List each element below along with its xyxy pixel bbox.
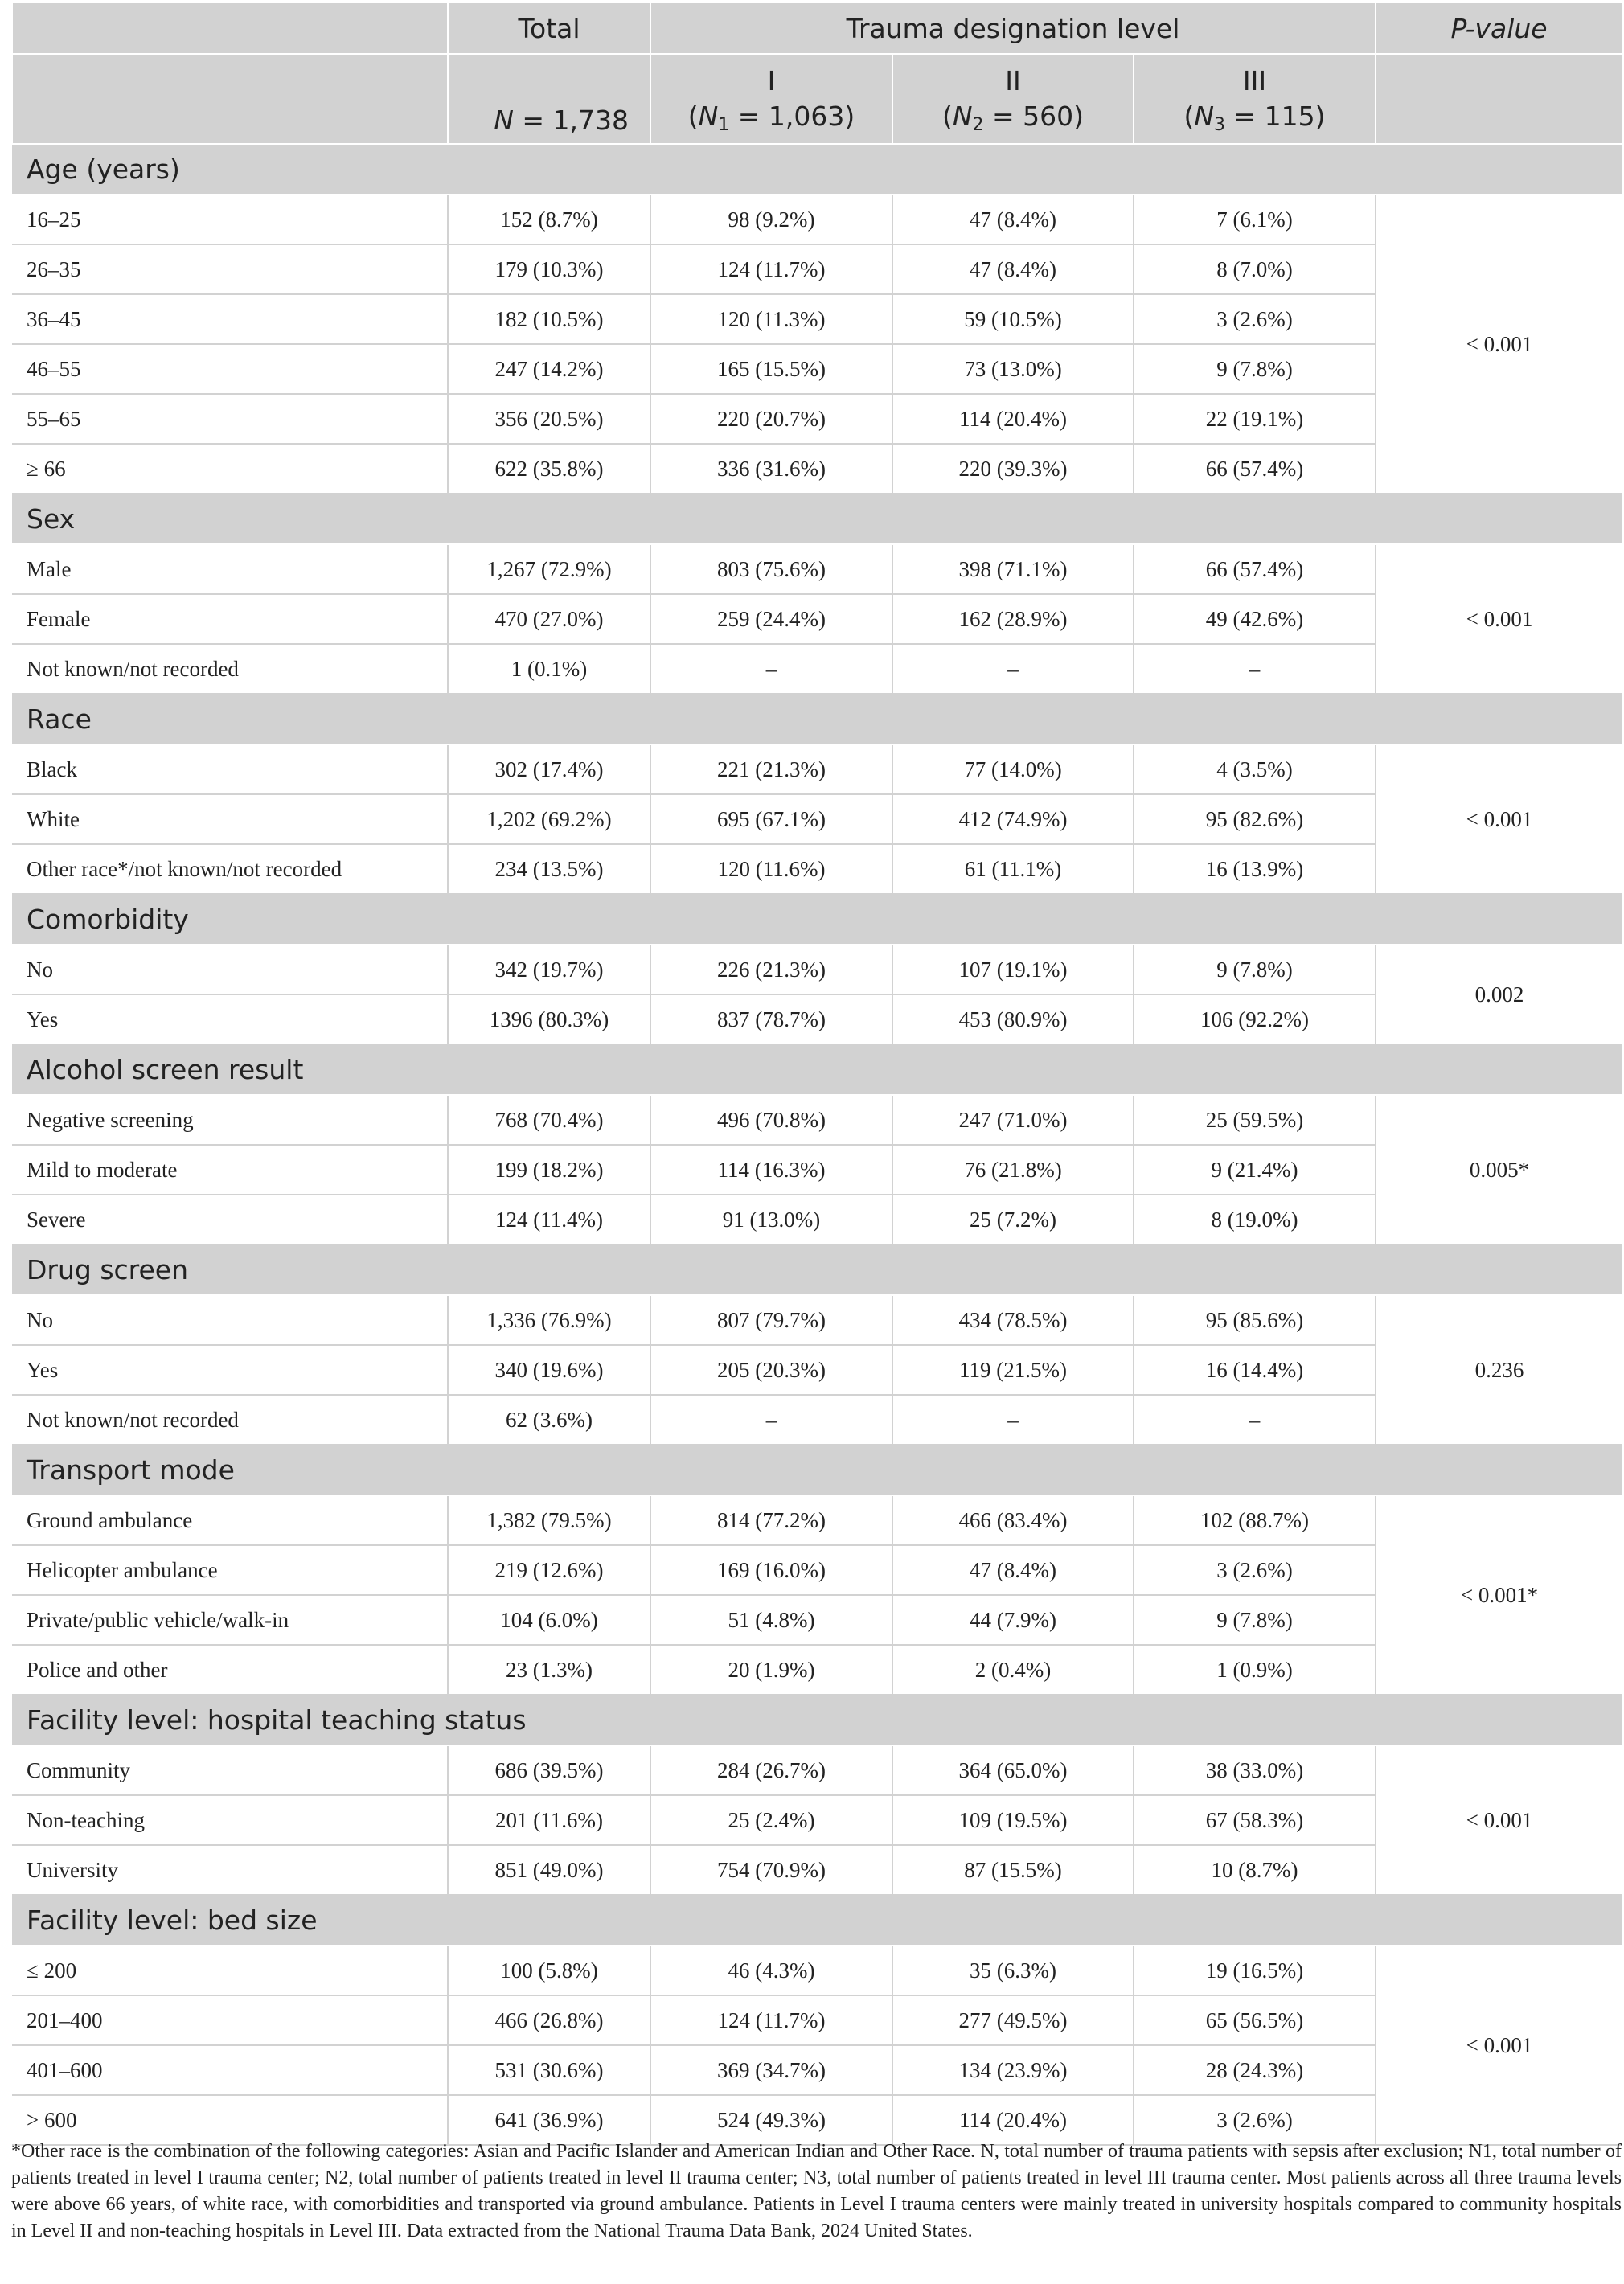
row-value: –: [892, 1395, 1134, 1445]
row-label: Yes: [12, 994, 448, 1044]
row-value: 47 (8.4%): [892, 195, 1134, 244]
row-pvalue: < 0.001: [1376, 744, 1622, 894]
row-value: 114 (20.4%): [892, 394, 1134, 444]
row-value: 220 (20.7%): [650, 394, 892, 444]
row-value: 65 (56.5%): [1134, 1995, 1376, 2045]
row-value: 807 (79.7%): [650, 1295, 892, 1345]
row-value: 3 (2.6%): [1134, 2095, 1376, 2145]
row-label: No: [12, 945, 448, 994]
row-value: 169 (16.0%): [650, 1545, 892, 1595]
row-label: > 600: [12, 2095, 448, 2145]
section-header: [12, 894, 1622, 945]
table-row: [12, 744, 1622, 794]
row-value: 8 (19.0%): [1134, 1195, 1376, 1245]
row-value: 226 (21.3%): [650, 945, 892, 994]
row-value: 47 (8.4%): [892, 244, 1134, 294]
row-value: 152 (8.7%): [448, 195, 650, 244]
row-value: 9 (7.8%): [1134, 344, 1376, 394]
table-body: [12, 144, 1622, 2145]
row-value: 67 (58.3%): [1134, 1795, 1376, 1845]
row-label: 36–45: [12, 294, 448, 344]
row-value: 10 (8.7%): [1134, 1845, 1376, 1895]
header-trauma-level: Trauma designation level: [650, 2, 1376, 54]
row-value: 87 (15.5%): [892, 1845, 1134, 1895]
row-value: 364 (65.0%): [892, 1745, 1134, 1795]
row-pvalue: 0.236: [1376, 1295, 1622, 1445]
row-value: 1,336 (76.9%): [448, 1295, 650, 1345]
row-label: 16–25: [12, 195, 448, 244]
row-value: 124 (11.4%): [448, 1195, 650, 1245]
row-value: 62 (3.6%): [448, 1395, 650, 1445]
row-value: 107 (19.1%): [892, 945, 1134, 994]
header-level-1: I $(N_1 = 1,063)$: [650, 54, 892, 144]
row-value: 199 (18.2%): [448, 1145, 650, 1195]
row-value: 1,267 (72.9%): [448, 544, 650, 594]
row-value: 695 (67.1%): [650, 794, 892, 844]
header-pvalue-text: P-value: [1450, 12, 1548, 44]
row-value: 114 (20.4%): [892, 2095, 1134, 2145]
row-value: 470 (27.0%): [448, 594, 650, 644]
header-blank-3: [1376, 54, 1622, 144]
row-value: 219 (12.6%): [448, 1545, 650, 1595]
row-value: 2 (0.4%): [892, 1645, 1134, 1695]
row-value: 803 (75.6%): [650, 544, 892, 594]
row-value: 16 (14.4%): [1134, 1345, 1376, 1395]
row-value: –: [1134, 644, 1376, 694]
table-footnote: *Other race is the combination of the following categories: Asian and Pacific Islander and American Indian and Other Race. N, total number of trauma patients with sepsis after exclusion; N1, total number of patients treated in level I trauma center; N2, total number of patients treated in level II trauma center; N3, total number of patients treated in level III trauma center. Most patients across all three trauma levels were above 66 years, of white race, with comorbidities and transported via ground ambulance. Patients in Level I trauma centers were mainly treated in university hospitals compared to community hospitals in Level II and non-teaching hospitals in Level III. Data extracted from the National Trauma Data Bank, 2024 United States.: [11, 2141, 1622, 2241]
section-title: Comorbidity: [12, 894, 1622, 945]
row-value: 3 (2.6%): [1134, 1545, 1376, 1595]
section-title: Facility level: hospital teaching status: [12, 1695, 1622, 1745]
row-value: 524 (49.3%): [650, 2095, 892, 2145]
row-value: 46 (4.3%): [650, 1946, 892, 1995]
row-value: 162 (28.9%): [892, 594, 1134, 644]
table-row: [12, 195, 1622, 244]
row-value: 336 (31.6%): [650, 444, 892, 494]
row-value: 20 (1.9%): [650, 1645, 892, 1695]
table-row: [12, 1095, 1622, 1145]
row-value: 109 (19.5%): [892, 1795, 1134, 1845]
section-title: Transport mode: [12, 1445, 1622, 1495]
section-title: Sex: [12, 494, 1622, 544]
row-value: 1 (0.9%): [1134, 1645, 1376, 1695]
section-header: [12, 144, 1622, 195]
row-value: 35 (6.3%): [892, 1946, 1134, 1995]
row-value: 91 (13.0%): [650, 1195, 892, 1245]
row-label: Community: [12, 1745, 448, 1795]
header-total-n: N = 1,738: [448, 54, 650, 144]
row-label: Not known/not recorded: [12, 644, 448, 694]
row-value: 3 (2.6%): [1134, 294, 1376, 344]
section-header: [12, 1245, 1622, 1295]
row-value: 686 (39.5%): [448, 1745, 650, 1795]
row-value: 134 (23.9%): [892, 2045, 1134, 2095]
row-value: 23 (1.3%): [448, 1645, 650, 1695]
row-label: Not known/not recorded: [12, 1395, 448, 1445]
row-value: 28 (24.3%): [1134, 2045, 1376, 2095]
row-value: 16 (13.9%): [1134, 844, 1376, 894]
row-value: 9 (7.8%): [1134, 1595, 1376, 1645]
row-label: Mild to moderate: [12, 1145, 448, 1195]
row-value: 754 (70.9%): [650, 1845, 892, 1895]
demographics-table: [11, 2, 1623, 2146]
row-value: 837 (78.7%): [650, 994, 892, 1044]
row-value: 120 (11.3%): [650, 294, 892, 344]
row-pvalue: < 0.001*: [1376, 1495, 1622, 1695]
row-pvalue: < 0.001: [1376, 1946, 1622, 2145]
row-value: 47 (8.4%): [892, 1545, 1134, 1595]
row-value: 641 (36.9%): [448, 2095, 650, 2145]
table-header: [12, 2, 1622, 144]
row-label: Non-teaching: [12, 1795, 448, 1845]
row-label: Private/public vehicle/walk-in: [12, 1595, 448, 1645]
row-value: 340 (19.6%): [448, 1345, 650, 1395]
header-level-2: II $(N_2 = 560)$: [892, 54, 1134, 144]
row-value: 622 (35.8%): [448, 444, 650, 494]
row-value: 259 (24.4%): [650, 594, 892, 644]
section-title: Facility level: bed size: [12, 1895, 1622, 1946]
row-value: 119 (21.5%): [892, 1345, 1134, 1395]
section-header: [12, 1044, 1622, 1095]
row-label: White: [12, 794, 448, 844]
section-title: Drug screen: [12, 1245, 1622, 1295]
section-title: Race: [12, 694, 1622, 744]
header-blank-2: [12, 54, 448, 144]
row-value: –: [650, 1395, 892, 1445]
section-header: [12, 1895, 1622, 1946]
row-value: 73 (13.0%): [892, 344, 1134, 394]
row-value: 51 (4.8%): [650, 1595, 892, 1645]
row-label: Female: [12, 594, 448, 644]
section-header: [12, 694, 1622, 744]
row-value: 342 (19.7%): [448, 945, 650, 994]
row-label: Black: [12, 744, 448, 794]
row-label: Severe: [12, 1195, 448, 1245]
row-value: 814 (77.2%): [650, 1495, 892, 1545]
row-value: 284 (26.7%): [650, 1745, 892, 1795]
row-value: 302 (17.4%): [448, 744, 650, 794]
row-value: 59 (10.5%): [892, 294, 1134, 344]
row-value: 205 (20.3%): [650, 1345, 892, 1395]
row-pvalue: 0.005*: [1376, 1095, 1622, 1245]
row-value: 247 (14.2%): [448, 344, 650, 394]
row-value: 95 (82.6%): [1134, 794, 1376, 844]
row-label: No: [12, 1295, 448, 1345]
row-value: 114 (16.3%): [650, 1145, 892, 1195]
row-label: 46–55: [12, 344, 448, 394]
row-pvalue: < 0.001: [1376, 195, 1622, 494]
row-label: Ground ambulance: [12, 1495, 448, 1545]
row-value: 104 (6.0%): [448, 1595, 650, 1645]
row-value: 120 (11.6%): [650, 844, 892, 894]
table-container: [11, 2, 1622, 2146]
row-value: 179 (10.3%): [448, 244, 650, 294]
table-row: [12, 1946, 1622, 1995]
row-value: 19 (16.5%): [1134, 1946, 1376, 1995]
row-label: Helicopter ambulance: [12, 1545, 448, 1595]
row-value: 412 (74.9%): [892, 794, 1134, 844]
row-value: 25 (59.5%): [1134, 1095, 1376, 1145]
row-value: 106 (92.2%): [1134, 994, 1376, 1044]
row-value: 8 (7.0%): [1134, 244, 1376, 294]
section-title: Alcohol screen result: [12, 1044, 1622, 1095]
row-value: 124 (11.7%): [650, 244, 892, 294]
row-value: –: [650, 644, 892, 694]
row-pvalue: < 0.001: [1376, 544, 1622, 694]
row-value: –: [1134, 1395, 1376, 1445]
row-label: 401–600: [12, 2045, 448, 2095]
row-value: 66 (57.4%): [1134, 544, 1376, 594]
row-value: 221 (21.3%): [650, 744, 892, 794]
table-row: [12, 1745, 1622, 1795]
row-value: 1 (0.1%): [448, 644, 650, 694]
row-value: 76 (21.8%): [892, 1145, 1134, 1195]
header-total: Total: [448, 2, 650, 54]
row-value: 434 (78.5%): [892, 1295, 1134, 1345]
row-value: 102 (88.7%): [1134, 1495, 1376, 1545]
row-value: 95 (85.6%): [1134, 1295, 1376, 1345]
row-value: 1396 (80.3%): [448, 994, 650, 1044]
row-value: 44 (7.9%): [892, 1595, 1134, 1645]
row-label: 55–65: [12, 394, 448, 444]
row-value: 7 (6.1%): [1134, 195, 1376, 244]
row-value: 66 (57.4%): [1134, 444, 1376, 494]
row-value: 98 (9.2%): [650, 195, 892, 244]
row-value: 369 (34.7%): [650, 2045, 892, 2095]
row-value: 247 (71.0%): [892, 1095, 1134, 1145]
header-blank: [12, 2, 448, 54]
row-label: 26–35: [12, 244, 448, 294]
row-value: 182 (10.5%): [448, 294, 650, 344]
row-value: 165 (15.5%): [650, 344, 892, 394]
row-value: 277 (49.5%): [892, 1995, 1134, 2045]
row-value: 25 (7.2%): [892, 1195, 1134, 1245]
row-value: 201 (11.6%): [448, 1795, 650, 1845]
row-value: 25 (2.4%): [650, 1795, 892, 1845]
row-value: 1,382 (79.5%): [448, 1495, 650, 1545]
row-value: 100 (5.8%): [448, 1946, 650, 1995]
row-value: 124 (11.7%): [650, 1995, 892, 2045]
row-value: 851 (49.0%): [448, 1845, 650, 1895]
header-pvalue: [1376, 2, 1622, 54]
row-value: 22 (19.1%): [1134, 394, 1376, 444]
table-row: [12, 544, 1622, 594]
row-label: Negative screening: [12, 1095, 448, 1145]
row-label: Police and other: [12, 1645, 448, 1695]
row-value: 453 (80.9%): [892, 994, 1134, 1044]
header-level-3: III $(N_3 = 115)$: [1134, 54, 1376, 144]
row-label: Yes: [12, 1345, 448, 1395]
row-value: 234 (13.5%): [448, 844, 650, 894]
row-label: 201–400: [12, 1995, 448, 2045]
row-value: 398 (71.1%): [892, 544, 1134, 594]
row-value: –: [892, 644, 1134, 694]
row-label: ≥ 66: [12, 444, 448, 494]
section-header: [12, 1695, 1622, 1745]
row-value: 496 (70.8%): [650, 1095, 892, 1145]
section-title: Age (years): [12, 144, 1622, 195]
row-label: ≤ 200: [12, 1946, 448, 1995]
row-value: 9 (21.4%): [1134, 1145, 1376, 1195]
row-value: 9 (7.8%): [1134, 945, 1376, 994]
row-value: 38 (33.0%): [1134, 1745, 1376, 1795]
row-value: 77 (14.0%): [892, 744, 1134, 794]
row-value: 356 (20.5%): [448, 394, 650, 444]
section-header: [12, 494, 1622, 544]
section-header: [12, 1445, 1622, 1495]
row-label: University: [12, 1845, 448, 1895]
row-label: Other race*/not known/not recorded: [12, 844, 448, 894]
table-row: [12, 1295, 1622, 1345]
table-row: [12, 1495, 1622, 1545]
row-value: 220 (39.3%): [892, 444, 1134, 494]
row-label: Male: [12, 544, 448, 594]
row-pvalue: < 0.001: [1376, 1745, 1622, 1895]
row-value: 1,202 (69.2%): [448, 794, 650, 844]
row-value: 4 (3.5%): [1134, 744, 1376, 794]
row-value: 61 (11.1%): [892, 844, 1134, 894]
row-value: 466 (83.4%): [892, 1495, 1134, 1545]
row-value: 49 (42.6%): [1134, 594, 1376, 644]
row-value: 531 (30.6%): [448, 2045, 650, 2095]
table-row: [12, 945, 1622, 994]
row-value: 768 (70.4%): [448, 1095, 650, 1145]
row-value: 466 (26.8%): [448, 1995, 650, 2045]
row-pvalue: 0.002: [1376, 945, 1622, 1044]
